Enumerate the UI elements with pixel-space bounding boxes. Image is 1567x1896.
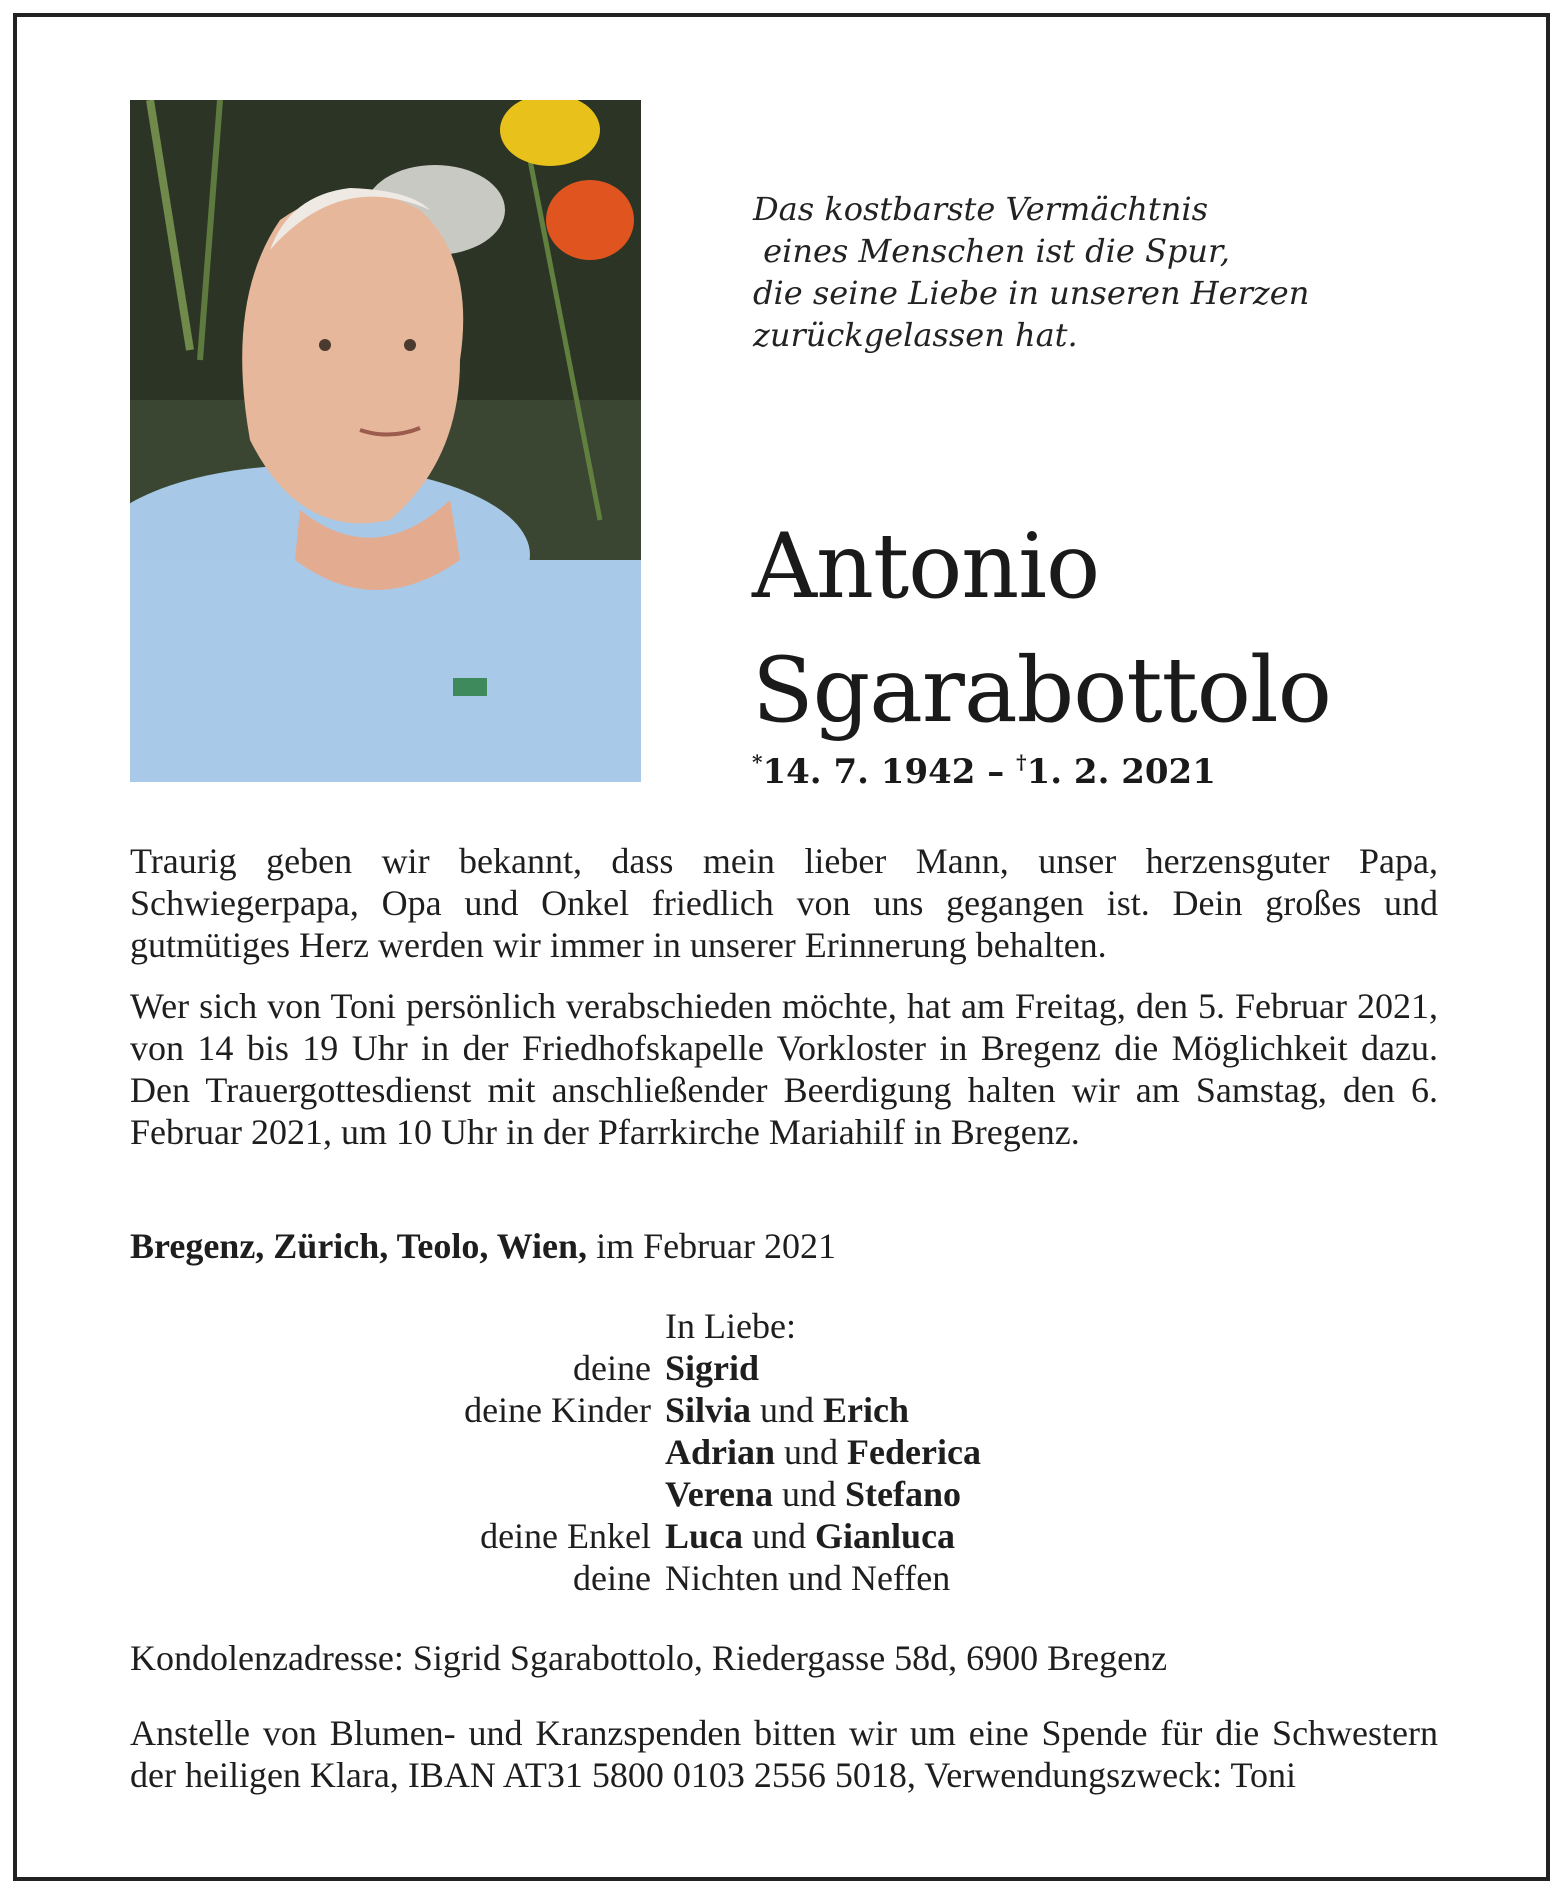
announcement-paragraph: Traurig geben wir bekannt, dass mein lieber Mann, unser herzensguter Papa, Schwiegerpapa, Opa und Onkel friedlich von uns gegangen ist. Dein großes und gutmütiges Herz werden wir immer in unserer Erinnerung behalten.	[130, 841, 1438, 965]
family-list	[130, 1305, 1438, 1599]
family-row	[130, 1431, 1438, 1473]
portrait-photo	[130, 100, 641, 782]
month: im Februar 2021	[587, 1226, 837, 1266]
family-member: Stefano	[845, 1474, 961, 1514]
family-label	[130, 1431, 665, 1473]
family-heading-row	[130, 1305, 1438, 1347]
und-word: und	[773, 1474, 845, 1514]
family-row	[130, 1515, 1438, 1557]
family-label: deine Enkel	[480, 1516, 651, 1556]
places: Bregenz, Zürich, Teolo, Wien,	[130, 1226, 588, 1266]
family-member: Luca	[665, 1516, 744, 1556]
birth-date: 14. 7. 1942	[762, 752, 976, 792]
death-date: 1. 2. 2021	[1026, 752, 1216, 792]
first-name: Antonio	[752, 514, 1100, 619]
und-word: und	[775, 1432, 848, 1472]
quote-line: Das kostbarste Vermächtnis	[753, 190, 1208, 228]
death-mark: †	[1016, 750, 1027, 774]
family-member: Erich	[823, 1390, 910, 1430]
deceased-name	[752, 505, 1331, 753]
family-member: Sigrid	[665, 1348, 760, 1388]
und-word: und	[743, 1516, 816, 1556]
family-member: Gianluca	[815, 1516, 956, 1556]
family-label: deine	[573, 1348, 651, 1388]
condolence-address: Kondolenzadresse: Sigrid Sgarabottolo, Riedergasse 58d, 6900 Bregenz	[130, 1638, 1168, 1678]
family-row	[130, 1347, 1438, 1389]
life-dates	[752, 750, 1216, 792]
und-word: und	[751, 1390, 824, 1430]
memorial-quote	[753, 188, 1309, 356]
family-label	[130, 1473, 665, 1515]
family-member: Adrian	[665, 1432, 776, 1472]
family-label: deine	[573, 1558, 651, 1598]
family-member: Silvia	[665, 1390, 752, 1430]
family-row	[130, 1389, 1438, 1431]
family-member: Verena	[665, 1474, 773, 1514]
family-row	[130, 1473, 1438, 1515]
family-row	[130, 1557, 1438, 1599]
family-label: deine Kinder	[464, 1390, 651, 1430]
place-date-line	[130, 1225, 836, 1267]
farewell-paragraph: Wer sich von Toni persönlich verabschieden möchte, hat am Freitag, den 5. Februar 2021, von 14 bis 19 Uhr in der Friedhofskapelle Vorkloster in Bregenz die Möglichkeit dazu. Den Trauergottesdienst mit anschließender Beerdigung halten wir am Samstag, den 6. Februar 2021, um 10 Uhr in der Pfarrkirche Mariahilf in Bregenz.	[130, 986, 1438, 1152]
quote-line: die seine Liebe in unseren Herzen	[753, 274, 1310, 312]
quote-line: zurückgelassen hat.	[753, 316, 1078, 354]
family-heading: In Liebe:	[665, 1306, 796, 1346]
family-member: Nichten und Neffen	[665, 1558, 951, 1598]
date-separator: –	[975, 752, 1017, 792]
last-name: Sgarabottolo	[752, 638, 1331, 743]
quote-line: eines Menschen ist die Spur,	[753, 232, 1230, 270]
family-member: Federica	[847, 1432, 981, 1472]
donation-paragraph: Anstelle von Blumen- und Kranzspenden bitten wir um eine Spende für die Schwestern der heiligen Klara, IBAN AT31 5800 0103 2556 5018, Verwendungszweck: Toni	[130, 1713, 1438, 1795]
birth-mark: *	[752, 750, 763, 774]
